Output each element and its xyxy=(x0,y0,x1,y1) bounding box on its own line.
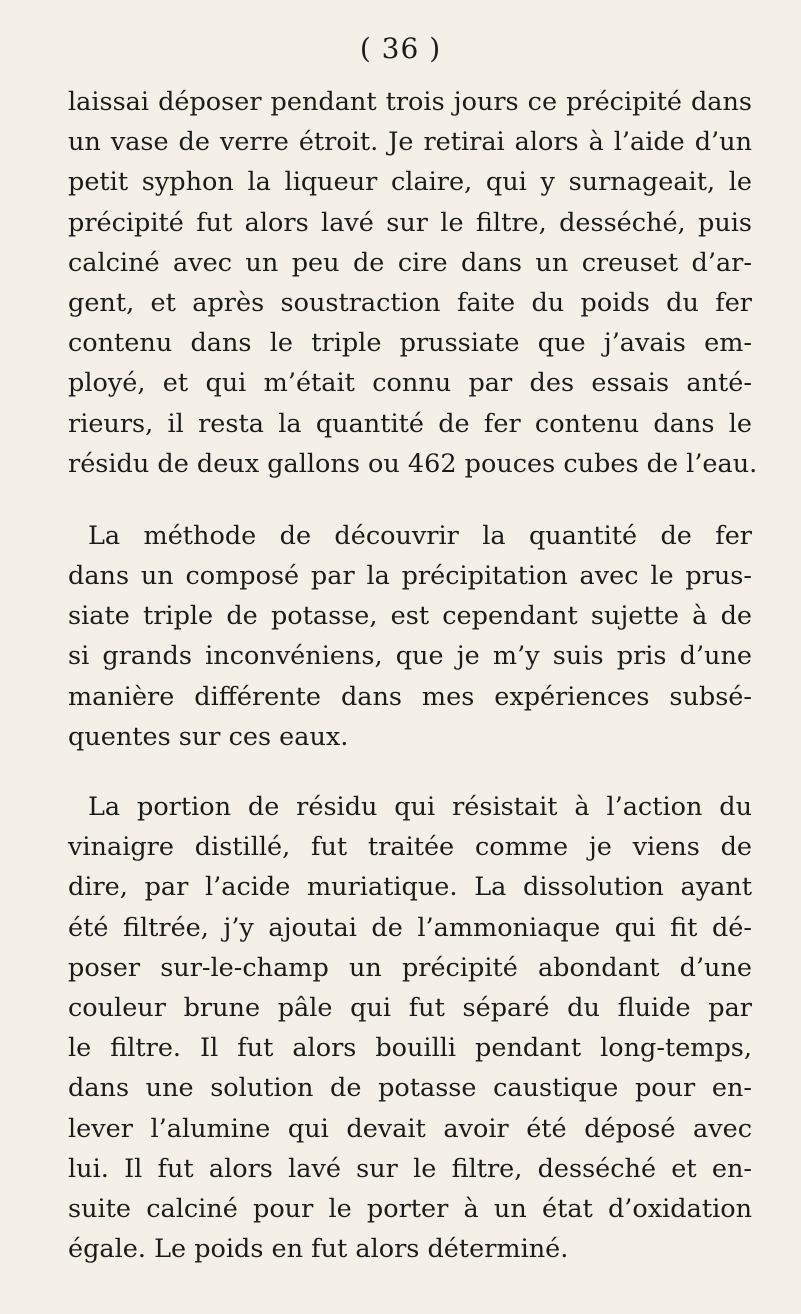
text-line: La portion de résidu qui résistait à l’action du xyxy=(88,792,752,822)
text-line: vinaigre distillé, fut traitée comme je viens de xyxy=(68,832,752,863)
paragraph xyxy=(68,516,752,757)
text-line: précipité fut alors lavé sur le filtre, desséché, puis xyxy=(68,207,752,238)
text-line: siate triple de potasse, est cependant sujette à de xyxy=(68,601,752,632)
text-line: résidu de deux gallons ou 462 pouces cubes de l’eau. xyxy=(68,448,758,479)
text-line: dans une solution de potasse caustique pour en- xyxy=(68,1073,752,1104)
paragraph xyxy=(68,787,752,1269)
text-line: rieurs, il resta la quantité de fer contenu dans le xyxy=(68,408,752,439)
text-line: poser sur-le-champ un précipité abondant d’une xyxy=(68,952,752,983)
text-line: suite calciné pour le porter à un état d’oxidation xyxy=(68,1193,752,1224)
text-line: petit syphon la liqueur claire, qui y surnageait, le xyxy=(68,167,752,198)
text-line: si grands inconvéniens, que je m’y suis pris d’une xyxy=(68,641,752,672)
text-line: La méthode de découvrir la quantité de fer xyxy=(88,520,752,551)
text-line: lui. Il fut alors lavé sur le filtre, desséché et en- xyxy=(68,1153,752,1184)
text-line: le filtre. Il fut alors bouilli pendant long-temps, xyxy=(68,1033,752,1064)
text-line: ployé, et qui m’était connu par des essais anté- xyxy=(68,368,752,399)
text-line: dans un composé par la précipitation avec le prus- xyxy=(68,561,752,592)
text-line: calciné avec un peu de cire dans un creuset d’ar- xyxy=(68,247,752,278)
text-line: dire, par l’acide muriatique. La dissolution ayant xyxy=(68,872,752,903)
text-line: gent, et après soustraction faite du poids du fer xyxy=(68,287,752,318)
page-number: ( 36 ) xyxy=(359,32,442,65)
text-line: été filtrée, j’y ajoutai de l’ammoniaque qui fit dé- xyxy=(68,912,752,943)
text-line: laissai déposer pendant trois jours ce précipité dans xyxy=(68,87,752,117)
text-line: lever l’alumine qui devait avoir été déposé avec xyxy=(68,1113,752,1144)
text-line: égale. Le poids en fut alors déterminé. xyxy=(68,1234,569,1265)
body-text xyxy=(68,82,758,1269)
text-line: quentes sur ces eaux. xyxy=(68,721,349,752)
text-line: couleur brune pâle qui fut séparé du fluide par xyxy=(68,992,752,1023)
paragraph-spacer xyxy=(68,484,752,516)
paragraph-spacer xyxy=(68,757,752,787)
text-line: un vase de verre étroit. Je retirai alors à l’aide d’un xyxy=(68,127,752,158)
text-line: manière différente dans mes expériences subsé- xyxy=(68,681,752,712)
text-line: contenu dans le triple prussiate que j’avais em- xyxy=(68,328,752,359)
paragraph xyxy=(68,82,758,484)
